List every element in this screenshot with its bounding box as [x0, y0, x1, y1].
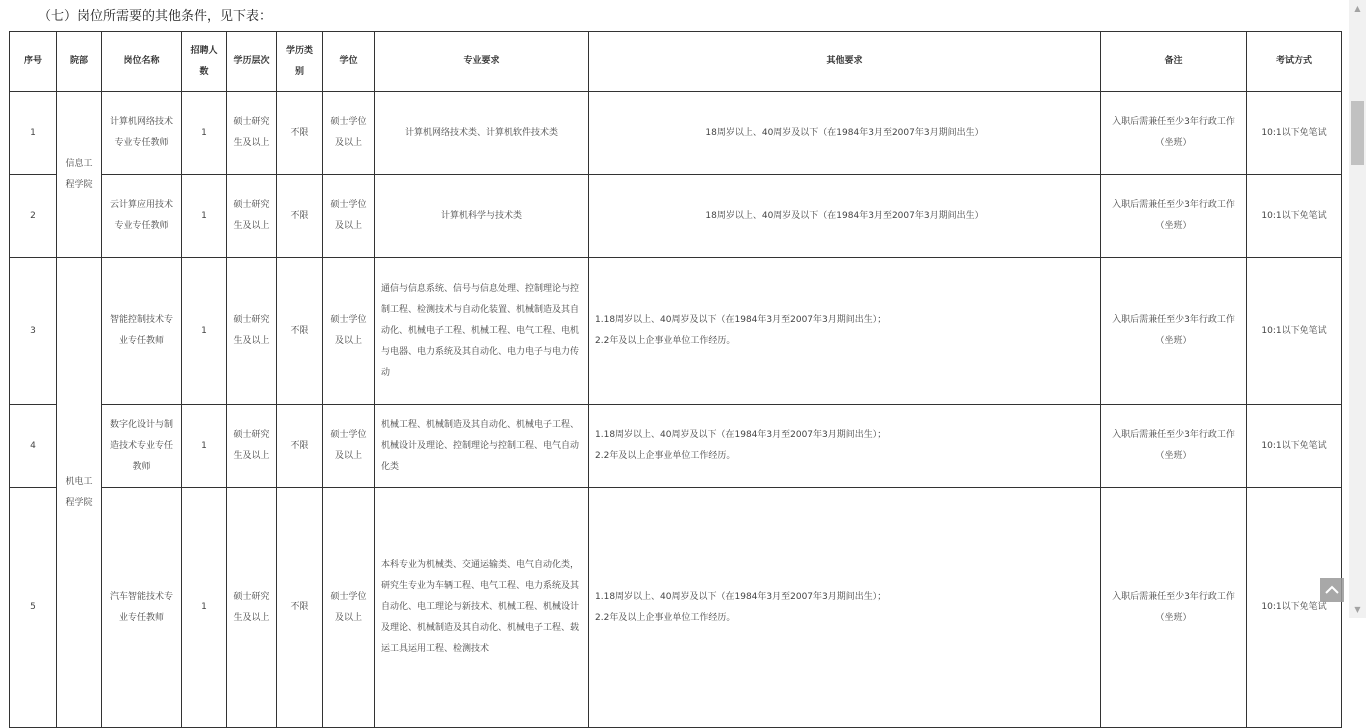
- cell-degree: 硕士学位及以上: [323, 92, 375, 175]
- arrow-up-icon[interactable]: ▲: [1354, 4, 1361, 13]
- header-position: 岗位名称: [102, 32, 182, 92]
- header-exam: 考试方式: [1247, 32, 1342, 92]
- table-row: [10, 92, 1342, 175]
- header-remark: 备注: [1101, 32, 1247, 92]
- cell-level: 硕士研究生及以上: [227, 405, 277, 488]
- cell-remark: 入职后需兼任至少3年行政工作（坐班）: [1101, 258, 1247, 405]
- cell-degree: 硕士学位及以上: [323, 258, 375, 405]
- cell-exam: 10:1以下免笔试: [1247, 92, 1342, 175]
- cell-level: 硕士研究生及以上: [227, 258, 277, 405]
- header-count: 招聘人数: [182, 32, 227, 92]
- cell-position: 云计算应用技术专业专任教师: [102, 175, 182, 258]
- back-to-top-button[interactable]: [1320, 578, 1344, 602]
- cell-seq: 4: [10, 405, 57, 488]
- cell-position: 计算机网络技术专业专任教师: [102, 92, 182, 175]
- other-line: 1.18周岁以上、40周岁及以下（在1984年3月至2007年3月期间出生）；: [595, 430, 887, 440]
- positions-table: [9, 31, 1342, 728]
- cell-level: 硕士研究生及以上: [227, 488, 277, 728]
- cell-exam: 10:1以下免笔试: [1247, 175, 1342, 258]
- cell-seq: 3: [10, 258, 57, 405]
- cell-type: 不限: [277, 488, 323, 728]
- cell-position: 智能控制技术专业专任教师: [102, 258, 182, 405]
- cell-remark: 入职后需兼任至少3年行政工作（坐班）: [1101, 405, 1247, 488]
- header-level: 学历层次: [227, 32, 277, 92]
- table-row: [10, 258, 1342, 405]
- arrow-down-icon[interactable]: ▼: [1354, 605, 1361, 614]
- cell-remark: 入职后需兼任至少3年行政工作（坐班）: [1101, 92, 1247, 175]
- other-line: 1.18周岁以上、40周岁及以下（在1984年3月至2007年3月期间出生）；: [595, 591, 887, 602]
- cell-type: 不限: [277, 92, 323, 175]
- cell-level: 硕士研究生及以上: [227, 92, 277, 175]
- cell-degree: 硕士学位及以上: [323, 405, 375, 488]
- header-type: 学历类别: [277, 32, 323, 92]
- section-heading: （七）岗位所需要的其他条件，见下表：: [38, 9, 273, 24]
- scrollbar-thumb[interactable]: [1351, 101, 1364, 165]
- cell-exam: 10:1以下免笔试: [1247, 405, 1342, 488]
- cell-type: 不限: [277, 405, 323, 488]
- cell-seq: 5: [10, 488, 57, 728]
- cell-other: 18周岁以上、40周岁及以下（在1984年3月至2007年3月期间出生）: [589, 175, 1101, 258]
- other-line: 1.18周岁以上、40周岁及以下（在1984年3月至2007年3月期间出生）；: [595, 315, 887, 325]
- cell-degree: 硕士学位及以上: [323, 488, 375, 728]
- header-other: 其他要求: [589, 32, 1101, 92]
- table-row: [10, 488, 1342, 728]
- header-seq: 序号: [10, 32, 57, 92]
- other-line: 2.2年及以上企事业单位工作经历。: [595, 336, 736, 346]
- cell-remark: 入职后需兼任至少3年行政工作（坐班）: [1101, 488, 1247, 728]
- other-line: 2.2年及以上企事业单位工作经历。: [595, 612, 736, 623]
- cell-seq: 1: [10, 92, 57, 175]
- cell-count: 1: [182, 258, 227, 405]
- table-header-row: [10, 32, 1342, 92]
- cell-position: 数字化设计与制造技术专业专任教师: [102, 405, 182, 488]
- cell-major: 计算机科学与技术类: [375, 175, 589, 258]
- cell-major: 计算机网络技术类、计算机软件技术类: [375, 92, 589, 175]
- cell-position: 汽车智能技术专业专任教师: [102, 488, 182, 728]
- cell-major: 本科专业为机械类、交通运输类、电气自动化类，研究生专业为车辆工程、电气工程、电力系统及其自动化、电工理论与新技术、机械工程、机械设计及理论、机械制造及其自动化、机械电子工程、载运工具运用工程、检测技术: [375, 488, 589, 728]
- cell-other: [589, 488, 1101, 728]
- cell-college: 机电工程学院: [57, 258, 102, 728]
- cell-exam: 10:1以下免笔试: [1247, 258, 1342, 405]
- vertical-scrollbar[interactable]: [1349, 0, 1366, 618]
- header-degree: 学位: [323, 32, 375, 92]
- cell-count: 1: [182, 175, 227, 258]
- cell-college: 信息工程学院: [57, 92, 102, 258]
- cell-type: 不限: [277, 258, 323, 405]
- table-row: [10, 405, 1342, 488]
- cell-major: 机械工程、机械制造及其自动化、机械电子工程、机械设计及理论、控制理论与控制工程、电气自动化类: [375, 405, 589, 488]
- cell-seq: 2: [10, 175, 57, 258]
- table-row: [10, 175, 1342, 258]
- cell-count: 1: [182, 488, 227, 728]
- cell-remark: 入职后需兼任至少3年行政工作（坐班）: [1101, 175, 1247, 258]
- cell-count: 1: [182, 405, 227, 488]
- cell-other: [589, 258, 1101, 405]
- cell-exam: 10:1以下免笔试: [1247, 488, 1342, 728]
- header-major: 专业要求: [375, 32, 589, 92]
- other-line: 2.2年及以上企事业单位工作经历。: [595, 451, 736, 461]
- cell-other: [589, 405, 1101, 488]
- cell-other: 18周岁以上、40周岁及以下（在1984年3月至2007年3月期间出生）: [589, 92, 1101, 175]
- header-college: 院部: [57, 32, 102, 92]
- cell-count: 1: [182, 92, 227, 175]
- cell-level: 硕士研究生及以上: [227, 175, 277, 258]
- cell-major: 通信与信息系统、信号与信息处理、控制理论与控制工程、检测技术与自动化装置、机械制造及其自动化、机械电子工程、机械工程、电气工程、电机与电器、电力系统及其自动化、电力电子与电力传动: [375, 258, 589, 405]
- cell-degree: 硕士学位及以上: [323, 175, 375, 258]
- chevron-up-icon: [1320, 578, 1344, 602]
- cell-type: 不限: [277, 175, 323, 258]
